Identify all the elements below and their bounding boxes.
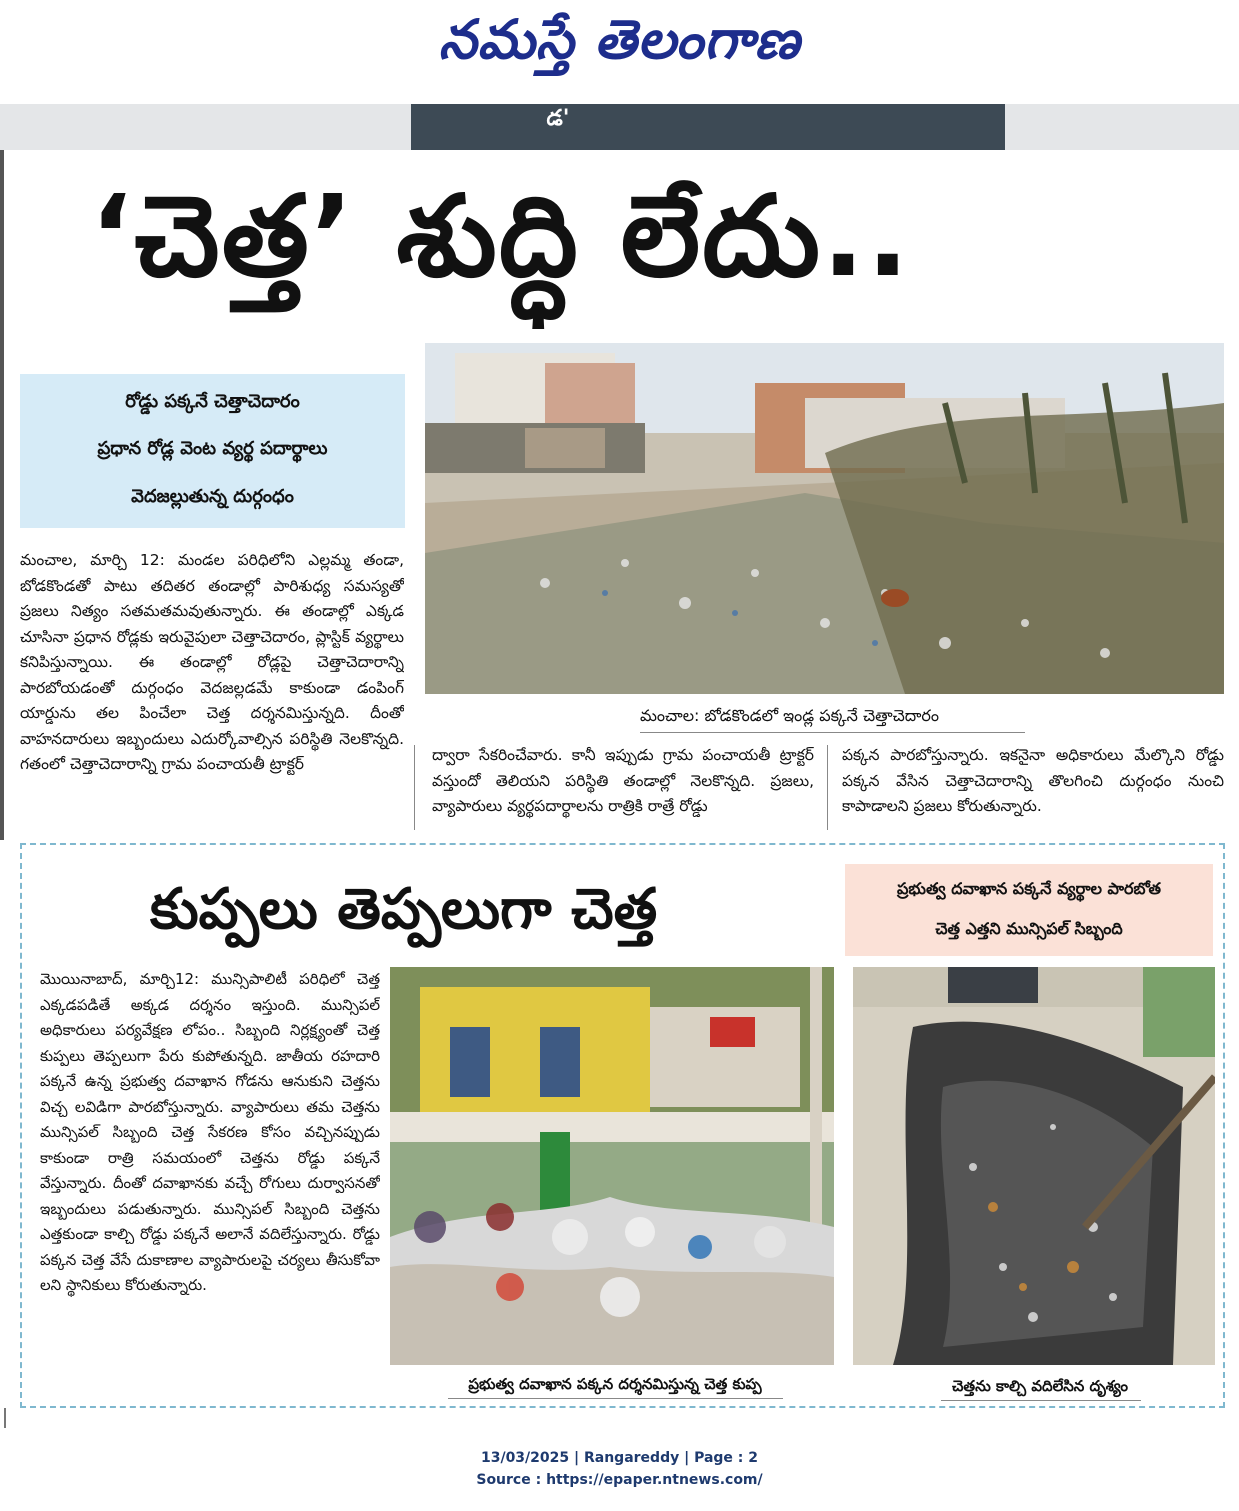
col-rule-1: [414, 745, 415, 830]
article2-caption2: చెత్తను కాల్చి వదిలేసిన దృశ్యం: [952, 1377, 1128, 1395]
subhead-a: ప్రభుత్వ దవాఖాన పక్కనే వ్యర్థాల పారబోత: [897, 878, 1161, 898]
article2-photo2: [853, 967, 1215, 1365]
subhead-3: వెదజల్లుతున్న దుర్గంధం: [131, 485, 294, 507]
article2-headline: కుప్పలు తెప్పలుగా చెత్త: [150, 877, 658, 942]
article2-caption1: ప్రభుత్వ దవాఖాన పక్కన దర్శనమిస్తున్న చెత్త కుప్ప: [468, 1375, 762, 1393]
header-band-dark: [411, 104, 1005, 150]
article1-col1: మంచాల, మార్చి 12: మండల పరిధిలోని ఎల్లమ్మ తండా, బోడకొండతో పాటు తదితర తండాల్లో పారిశుధ్య సమస్యతో ప్రజలు నిత్యం సతమతమవుతున్నారు. ఈ తండాల్లో ఎక్కడ చూసినా ప్రధాన రోడ్లకు ఇరువైపులా చెత్తాచెదారం, ప్లాస్టిక్ వ్యర్థాలు కనిపిస్తున్నాయి. ఈ తండాల్లో రోడ్లపై చెత్తాచెదారాన్ని పారబోయడంతో దుర్గంధం వెదజల్లడమే కాకుండా డంపింగ్ యార్డును తల పించేలా చెత్త దర్శనమిస్తున్నది. దీంతో వాహనదారులు ఇబ్బందులు ఎదుర్కోవాల్సిన పరిస్థితి నెలకొన్నది. గతంలో చెత్తాచెదారాన్ని గ్రామ పంచాయతీ ట్రాక్టర్: [20, 551, 404, 773]
article1-subheads: [20, 374, 405, 528]
band-text: డ': [546, 106, 570, 131]
subhead-2: ప్రధాన రోడ్ల వెంట వ్యర్థ పదార్థాలు: [97, 438, 328, 460]
article2-subheads: [845, 864, 1213, 956]
masthead-logo: నమస్తే తెలంగాణ: [438, 8, 801, 71]
article1-photo: [425, 343, 1224, 694]
article1-headline: ‘చెత్త’ శుద్ధి లేదు..: [90, 172, 912, 302]
subhead-b: చెత్త ఎత్తని మున్సిపల్ సిబ్బంది: [935, 918, 1123, 938]
caption2-rule: [941, 1400, 1141, 1401]
left-rule: [0, 150, 4, 840]
col-rule-2: [827, 745, 828, 830]
article2-body: మొయినాబాద్, మార్చి12: మున్సిపాలిటీ పరిధిలో చెత్త ఎక్కడపడితే అక్కడ దర్శనం ఇస్తుంది. మున్సిపల్ అధికారులు పర్యవేక్షణ లోపం.. సిబ్బంది నిర్లక్ష్యంతో చెత్త కుప్పలు తెప్పలుగా పేరు కుపోతున్నది. జాతీయ రహదారి పక్కనే ఉన్న ప్రభుత్వ దవాఖాన గోడను ఆనుకుని చెత్తను విచ్చ లవిడిగా పారబోస్తున్నారు. వ్యాపారులు తమ చెత్తను మున్సిపల్ సిబ్బంది చెత్త సేకరణ కోసం వచ్చినప్పుడు కాకుండా రాత్రి సమయంలో చెత్తను రోడ్డు పక్కనే వేస్తున్నారు. దీంతో దవాఖానకు వచ్చే రోగులు దుర్వాసనతో ఇబ్బందులు పడుతున్నారు. మున్సిపల్ సిబ్బంది చెత్తను ఎత్తకుండా కాల్చి రోడ్డు పక్కనే అలానే వదిలేస్తున్నారు. రోడ్డు పక్కన చెత్త వేసే దుకాణాల వ్యాపారులపై చర్యలు తీసుకోవా లని స్థానికులు కోరుతున్నారు.: [40, 970, 380, 1294]
footer-date: 13/03/2025 | Rangareddy | Page : 2: [480, 1450, 759, 1466]
left-rule-small: [4, 1408, 6, 1428]
article2-photo1: [390, 967, 834, 1365]
footer-source: Source : https://epaper.ntnews.com/: [476, 1472, 763, 1488]
subhead-1: రోడ్డు పక్కనే చెత్తాచెదారం: [125, 391, 300, 413]
article1-col2: ద్వారా సేకరించేవారు. కానీ ఇప్పుడు గ్రామ పంచాయతీ ట్రాక్టర్ వస్తుందో తెలియని పరిస్థితి తండాల్లో నెలకొన్నది. ప్రజలు, వ్యాపారులు వ్యర్థపదార్థాలను రాత్రికి రాత్రే రోడ్డు: [432, 746, 814, 815]
article1-col3: పక్కన పారబోస్తున్నారు. ఇకనైనా అధికారులు మేల్కొని రోడ్డు పక్కన వేసిన చెత్తాచెదారాన్ని తొలగించి దుర్గంధం నుంచి కాపాడాలని ప్రజలు కోరుతున్నారు.: [842, 746, 1224, 815]
article1-caption: మంచాల: బోడకొండలో ఇండ్ల పక్కనే చెత్తాచెదారం: [640, 706, 940, 725]
caption1-rule: [448, 1398, 783, 1399]
caption-rule: [640, 732, 1025, 733]
